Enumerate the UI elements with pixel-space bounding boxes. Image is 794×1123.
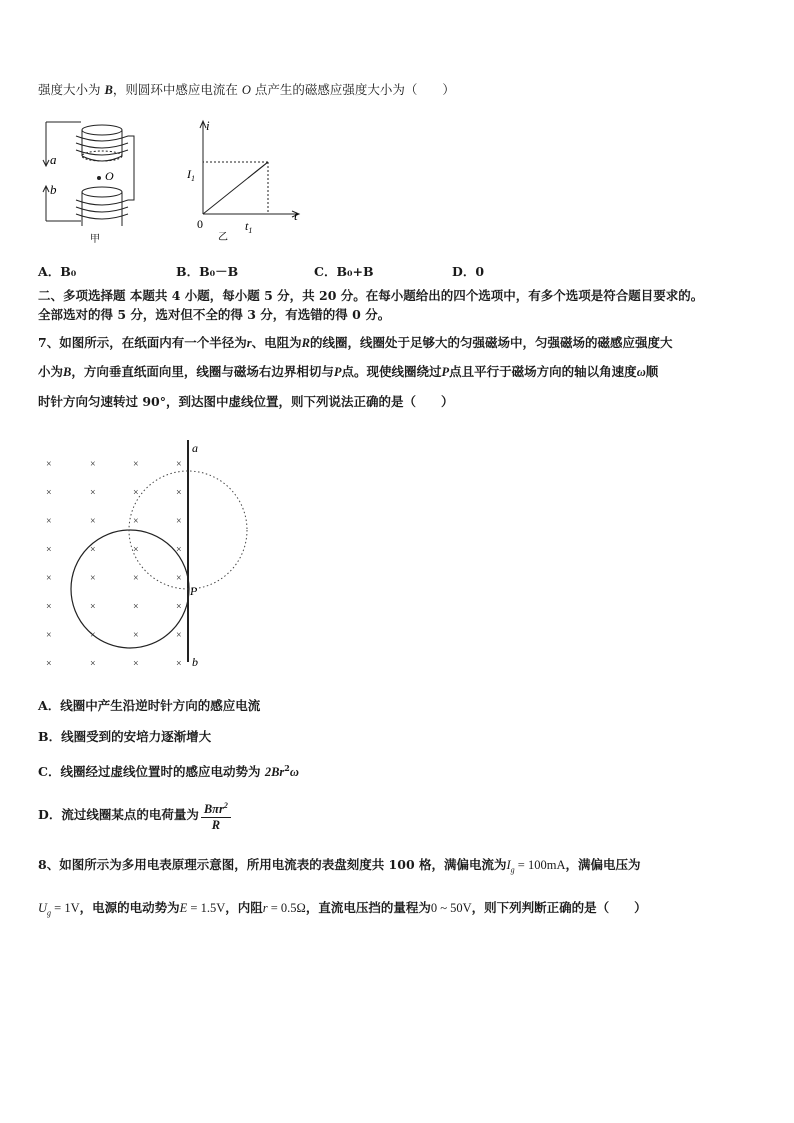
t1-label: $t_1$	[245, 219, 253, 235]
label-jia: 甲	[90, 234, 100, 245]
field-cross: ×	[176, 516, 182, 527]
q8-line1: 8、如图所示为多用电表原理示意图，所用电流表的表盘刻度共 100 格，满偏电流为$I_g = 100mA$，满偏电压为	[38, 857, 641, 875]
field-cross: ×	[90, 459, 96, 470]
field-cross: ×	[133, 487, 139, 499]
field-cross: ×	[90, 601, 96, 613]
label-b: b	[50, 182, 57, 197]
q6-var-o: O	[241, 83, 251, 97]
field-cross: ×	[46, 487, 52, 499]
field-cross: ×	[176, 459, 182, 470]
field-cross: ×	[46, 573, 52, 584]
field-cross: ×	[176, 573, 182, 584]
i1-label: $I_1$	[187, 167, 195, 183]
q7-option-a: A．线圈中产生沿逆时针方向的感应电流	[38, 698, 261, 713]
field-cross: ×	[90, 516, 96, 527]
q7-option-c: C．线圈经过虚线位置时的感应电动势为 2Br$^2$ω	[38, 763, 299, 780]
axis-i: i	[206, 118, 210, 133]
q6-var-b: B	[104, 83, 113, 97]
axis-t: t	[294, 208, 298, 223]
q6-text-c: ，则圆环中感应电流在	[112, 82, 242, 97]
label-a: a	[192, 441, 198, 455]
q6-figure	[36, 116, 306, 248]
q6-stem-end	[38, 82, 455, 98]
it-graph	[200, 121, 299, 217]
field-cross: ×	[46, 630, 52, 641]
q6-text-a: 强度大小为	[38, 82, 105, 97]
q6-text-e: 点产生的磁感应强度大小为（ ）	[250, 82, 455, 97]
field-cross: ×	[176, 658, 182, 670]
field-cross: ×	[133, 601, 139, 613]
q7-option-b: B．线圈受到的安培力逐渐增大	[38, 729, 212, 744]
q6-option-b: B．B₀－B	[176, 264, 239, 279]
center-dot	[97, 176, 101, 180]
field-cross: ×	[176, 544, 182, 556]
field-cross: ×	[176, 630, 182, 641]
field-cross: ×	[133, 459, 139, 470]
field-cross: ×	[46, 516, 52, 527]
q7-line2: 小为B，方向垂直纸面向里，线圈与磁场右边界相切与P点。现使线圈绕过P点且平行于磁场方向的轴以角速度ω顺	[38, 364, 659, 379]
coil-diagram	[43, 122, 134, 226]
coil-initial	[71, 530, 189, 648]
field-cross: ×	[46, 544, 52, 556]
field-cross: ×	[133, 573, 139, 584]
section2-line2: 全部选对的得 5 分，选对但不全的得 3 分，有选错的得 0 分。	[38, 307, 391, 322]
label-yi: 乙	[218, 232, 228, 243]
field-cross: ×	[176, 601, 182, 613]
q7-line1: 7、如图所示，在纸面内有一个半径为r、电阻为R的线圈，线圈处于足够大的匀强磁场中，匀强磁场的磁感应强度大	[38, 335, 673, 350]
q7-option-d: D．流过线圈某点的电荷量为 $\frac{B\pi r^2}{R}$	[38, 798, 231, 833]
field-cross: ×	[46, 658, 52, 670]
q7-line3: 时针方向匀速转过 90°，到达图中虚线位置，则下列说法正确的是（ ）	[38, 394, 454, 409]
field-cross: ×	[90, 658, 96, 670]
q7-figure	[36, 436, 256, 672]
field-cross: ×	[133, 516, 139, 527]
field-cross: ×	[133, 630, 139, 641]
field-cross: ×	[133, 658, 139, 670]
charge-fraction: $\frac{B\pi r^2}{R}$	[201, 798, 231, 833]
section2-line1: 二、多项选择题 本题共 4 小题，每小题 5 分，共 20 分。在每小题给出的四个选项中，有多个选项是符合题目要求的。	[38, 288, 704, 303]
label-b: b	[192, 655, 198, 669]
field-cross: ×	[176, 487, 182, 499]
field-cross: ×	[90, 544, 96, 556]
magnetic-field-crosses	[46, 459, 182, 670]
q6-option-d: D．0	[452, 264, 485, 279]
field-cross: ×	[46, 601, 52, 613]
field-cross: ×	[90, 573, 96, 584]
q6-option-a: A．B₀	[38, 264, 77, 279]
field-cross: ×	[90, 487, 96, 499]
field-cross: ×	[46, 459, 52, 470]
origin-label: 0	[197, 217, 203, 231]
field-cross: ×	[133, 544, 139, 556]
field-cross: ×	[90, 630, 96, 641]
label-p: P	[190, 584, 198, 598]
q6-option-c: C．B₀+B	[314, 264, 374, 279]
label-a: a	[50, 152, 57, 167]
q8-line2: $U_g = 1V$，电源的电动势为E = 1.5V，内阻r = 0.5Ω，直流电压挡的量程为0 ~ 50V，则下列判断正确的是（ ）	[38, 900, 647, 918]
label-o: O	[105, 169, 114, 183]
